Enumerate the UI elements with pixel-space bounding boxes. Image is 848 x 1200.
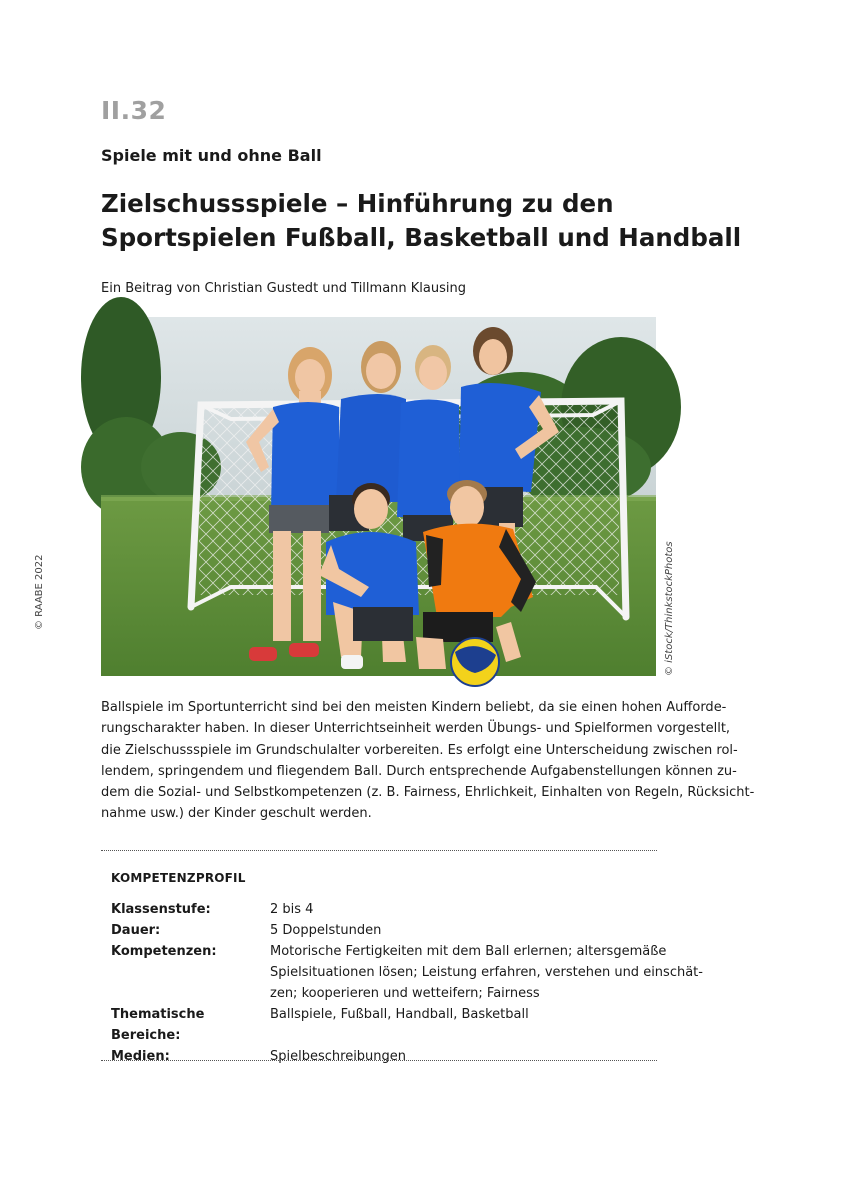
page-title: [101, 187, 742, 255]
profile-value: [270, 899, 651, 920]
intro-line: lendem, springendem und fliegendem Ball. Durch entsprechende Aufgabenstellungen können zu-: [101, 763, 737, 779]
profile-value: [270, 920, 651, 941]
series-title: Spiele mit und ohne Ball: [101, 146, 322, 165]
profile-heading: KOMPETENZPROFIL: [111, 871, 246, 885]
profile-value-line: 2 bis 4: [270, 902, 314, 917]
intro-line: die Zielschussspiele im Grundschulalter vorbereiten. Es erfolgt eine Unterscheidung zwischen rol-: [101, 742, 738, 758]
copyright-notice: © RAABE 2022: [34, 554, 45, 630]
profile-row-media: [111, 1046, 651, 1067]
competence-profile: [111, 899, 703, 1067]
profile-label: Kompetenzen:: [111, 944, 217, 959]
profile-value-line: Spielsituationen lösen; Leistung erfahren, verstehen und einschät-: [270, 965, 703, 980]
divider-bottom: [101, 1060, 657, 1061]
profile-row-duration: [111, 920, 651, 941]
profile-value-line: Spielbeschreibungen: [270, 1049, 407, 1064]
page-title-line-2: Sportspielen Fußball, Basketball und Handball: [101, 223, 742, 252]
soccer-ball: [451, 638, 499, 686]
profile-value: [270, 1046, 651, 1067]
intro-paragraph: [101, 697, 755, 825]
profile-label: Klassenstufe:: [111, 902, 211, 917]
profile-label: Dauer:: [111, 923, 161, 938]
intro-line: dem die Sozial- und Selbstkompetenzen (z. B. Fairness, Ehrlichkeit, Einhalten von Regeln, Rücksicht-: [101, 785, 755, 801]
profile-label: Medien:: [111, 1049, 170, 1064]
intro-line: Ballspiele im Sportunterricht sind bei den meisten Kindern beliebt, da sie einen hohen Aufforde-: [101, 700, 727, 715]
profile-row-grade: [111, 899, 651, 920]
profile-row-topics: [111, 1004, 651, 1046]
profile-value-line: 5 Doppelstunden: [270, 923, 382, 938]
divider-top: [101, 850, 657, 851]
profile-value: [270, 1004, 651, 1046]
profile-value-line: Ballspiele, Fußball, Handball, Basketball: [270, 1007, 529, 1022]
chapter-number: II.32: [101, 96, 167, 125]
profile-value: [270, 941, 703, 1004]
profile-value-line: zen; kooperieren und wetteifern; Fairness: [270, 986, 540, 1001]
profile-label: Thematische Bereiche:: [111, 1007, 205, 1043]
intro-line: rungscharakter haben. In dieser Unterrichtseinheit werden Übungs- und Spielformen vorgestellt,: [101, 721, 731, 737]
page-title-line-1: Zielschussspiele – Hinführung zu den: [101, 189, 614, 218]
intro-line: nahme usw.) der Kinder geschult werden.: [101, 806, 372, 822]
author-byline: Ein Beitrag von Christian Gustedt und Tillmann Klausing: [101, 281, 466, 296]
team-photo: [101, 317, 656, 676]
profile-row-competences: [111, 941, 703, 1004]
profile-value-line: Motorische Fertigkeiten mit dem Ball erlernen; altersgemäße: [270, 944, 667, 959]
photo-credit: © iStock/ThinkstockPhotos: [664, 541, 675, 676]
